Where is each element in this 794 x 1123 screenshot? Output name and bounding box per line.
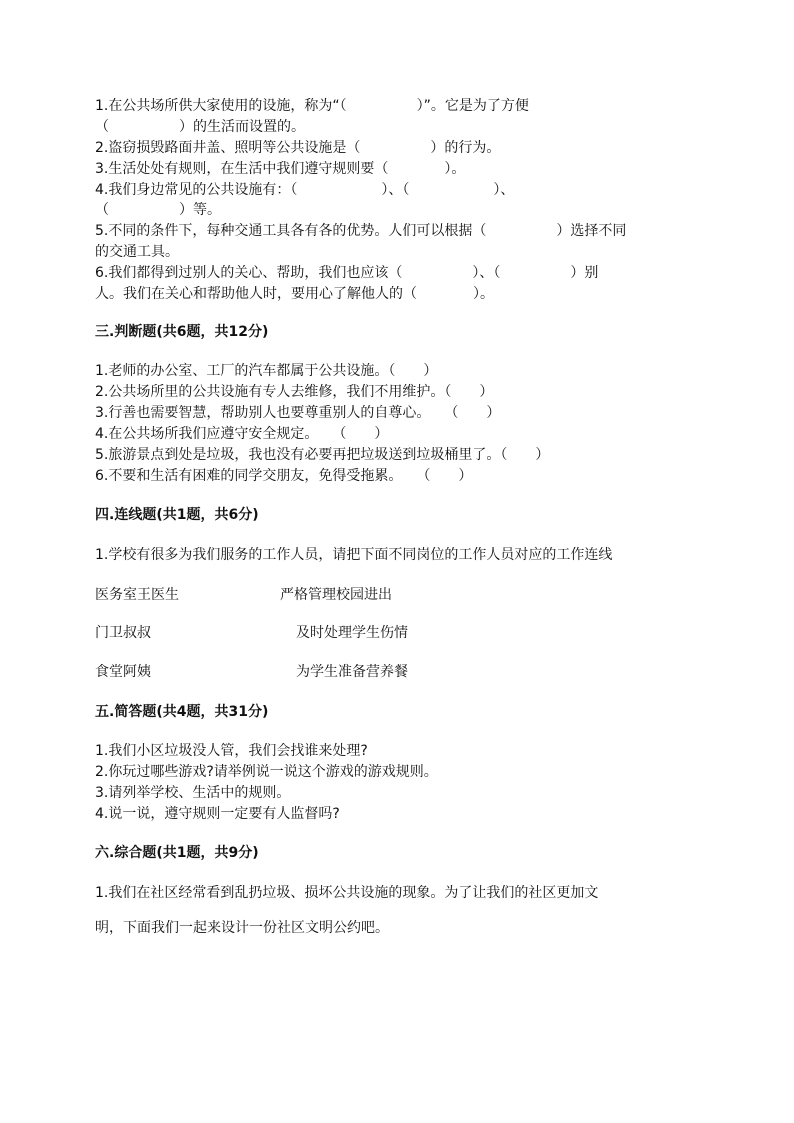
- short-answer-item: 3.请列举学校、生活中的规则。: [95, 785, 291, 801]
- connect-right-item: 及时处理学生伤情: [296, 625, 408, 641]
- comprehensive-line: 1.我们在社区经常看到乱扔垃圾、损坏公共设施的现象。为了让我们的社区更加文: [95, 885, 599, 901]
- connect-left-item: 食堂阿姨: [95, 664, 151, 680]
- fill-blank-line: （ ）等。: [95, 202, 221, 218]
- short-answer-item: 4.说一说，遵守规则一定要有人监督吗?: [95, 806, 340, 822]
- section-heading: 三.判断题(共6题，共12分): [95, 324, 269, 340]
- section-heading: 六.综合题(共1题，共9分): [95, 845, 259, 861]
- section-heading: 四.连线题(共1题，共6分): [95, 507, 259, 523]
- judge-item: 5.旅游景点到处是垃圾，我也没有必要再把垃圾送到垃圾桶里了。（ ）: [95, 447, 550, 463]
- connect-question: 1.学校有很多为我们服务的工作人员，请把下面不同岗位的工作人员对应的工作连线: [95, 547, 613, 563]
- judge-item: 4.在公共场所我们应遵守安全规定。 （ ）: [95, 426, 389, 442]
- connect-left-item: 医务室王医生: [95, 587, 179, 603]
- fill-blank-line: （ ）的生活而设置的。: [95, 119, 305, 135]
- section-heading: 五.简答题(共4题，共31分): [95, 704, 269, 720]
- judge-item: 2.公共场所里的公共设施有专人去维修，我们不用维护。（ ）: [95, 384, 494, 400]
- fill-blank-line: 人。我们在关心和帮助他人时，要用心了解他人的（ ）。: [95, 286, 494, 302]
- short-answer-item: 1.我们小区垃圾没人管，我们会找谁来处理?: [95, 743, 368, 759]
- judge-item: 3.行善也需要智慧，帮助别人也要尊重别人的自尊心。 （ ）: [95, 405, 501, 421]
- fill-blank-line: 4.我们身边常见的公共设施有：（ ）、（ ）、: [95, 182, 515, 198]
- fill-blank-line: 2.盗窃损毁路面井盖、照明等公共设施是（ ）的行为。: [95, 140, 501, 156]
- connect-right-item: 严格管理校园进出: [280, 587, 392, 603]
- comprehensive-line: 明，下面我们一起来设计一份社区文明公约吧。: [95, 920, 389, 936]
- fill-blank-line: 5.不同的条件下，每种交通工具各有各的优势。人们可以根据（ ）选择不同: [95, 223, 627, 239]
- connect-right-item: 为学生准备营养餐: [296, 664, 408, 680]
- fill-blank-line: 的交通工具。: [95, 244, 179, 260]
- judge-item: 1.老师的办公室、工厂的汽车都属于公共设施。（ ）: [95, 363, 438, 379]
- fill-blank-line: 1.在公共场所供大家使用的设施，称为“（ ）”。它是为了方便: [95, 98, 529, 114]
- short-answer-item: 2.你玩过哪些游戏?请举例说一说这个游戏的游戏规则。: [95, 764, 438, 780]
- fill-blank-line: 6.我们都得到过别人的关心、帮助，我们也应该（ ）、（ ）别: [95, 265, 599, 281]
- fill-blank-line: 3.生活处处有规则，在生活中我们遵守规则要（ ）。: [95, 161, 466, 177]
- connect-left-item: 门卫叔叔: [95, 625, 151, 641]
- judge-item: 6.不要和生活有困难的同学交朋友，免得受拖累。 （ ）: [95, 468, 473, 484]
